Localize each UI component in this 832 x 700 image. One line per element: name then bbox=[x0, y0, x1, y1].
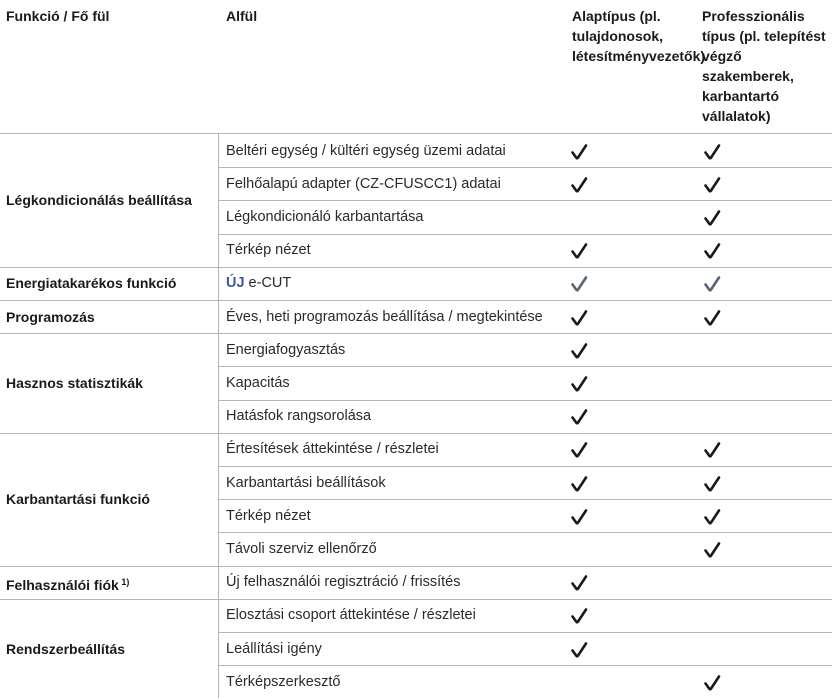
basic-check-icon bbox=[570, 242, 588, 260]
group-label bbox=[6, 307, 95, 327]
group-divider bbox=[0, 267, 832, 268]
basic-check-icon bbox=[570, 176, 588, 194]
row-divider bbox=[218, 366, 832, 367]
pro-check-icon bbox=[703, 242, 721, 260]
basic-check-icon bbox=[570, 508, 588, 526]
subtab-label bbox=[226, 406, 371, 426]
subtab-label bbox=[226, 174, 501, 194]
new-badge: ÚJ bbox=[226, 275, 245, 292]
subtab-label-text: Térkép nézet bbox=[226, 507, 311, 524]
row-divider bbox=[218, 400, 832, 401]
row-divider bbox=[218, 632, 832, 633]
basic-check-icon bbox=[570, 408, 588, 426]
subtab-label-text: Elosztási csoport áttekintése / részletei bbox=[226, 607, 476, 624]
subtab-label bbox=[226, 273, 291, 293]
pro-check-icon bbox=[703, 209, 721, 227]
subtab-label bbox=[226, 207, 424, 227]
row-divider bbox=[218, 167, 832, 168]
subtab-label bbox=[226, 572, 461, 592]
basic-check-icon bbox=[570, 641, 588, 659]
pro-check-icon bbox=[703, 541, 721, 559]
subtab-label-text: Távoli szerviz ellenőrző bbox=[226, 541, 377, 557]
group-divider bbox=[0, 433, 832, 434]
subtab-label bbox=[226, 605, 476, 625]
subtab-label-text: Hatásfok rangsorolása bbox=[226, 408, 372, 425]
column-divider bbox=[218, 267, 219, 300]
pro-check-icon bbox=[703, 475, 721, 493]
subtab-label bbox=[226, 439, 439, 459]
subtab-label-text: Értesítések áttekintése / részletei bbox=[226, 441, 439, 458]
basic-check-icon bbox=[570, 275, 588, 293]
subtab-label bbox=[226, 340, 345, 360]
subtab-label bbox=[226, 473, 386, 493]
header-pro-type: Professzionális típus (pl. telepítést végző szakemberek, karbantartó vállalatok) bbox=[702, 8, 826, 124]
basic-check-icon bbox=[570, 342, 588, 360]
subtab-label-text: Beltéri egység / kültéri egység üzemi adatai bbox=[226, 142, 506, 159]
group-divider bbox=[0, 300, 832, 301]
group-divider bbox=[0, 566, 832, 567]
subtab-label-text: Felhőalapú adapter (CZ-CFUSCC1) adatai bbox=[226, 175, 501, 192]
pro-check-icon bbox=[703, 309, 721, 327]
group-label bbox=[6, 639, 125, 659]
subtab-label bbox=[226, 639, 322, 659]
subtab-label-text: Új felhasználói regisztráció / frissítés bbox=[226, 574, 461, 591]
subtab-label bbox=[226, 506, 311, 526]
pro-check-icon bbox=[703, 275, 721, 293]
row-divider bbox=[218, 665, 832, 666]
basic-check-icon bbox=[570, 441, 588, 459]
subtab-label-text: Éves, heti programozás beállítása / megtekintése bbox=[226, 308, 543, 325]
subtab-label bbox=[226, 672, 340, 692]
subtab-label bbox=[226, 539, 377, 559]
basic-check-icon bbox=[570, 475, 588, 493]
row-divider bbox=[218, 532, 832, 533]
subtab-label-text: Kapacitás bbox=[226, 375, 290, 391]
subtab-label bbox=[226, 141, 506, 161]
column-divider bbox=[218, 333, 219, 433]
group-label-text: Felhasználói fiók bbox=[6, 577, 119, 594]
column-divider bbox=[218, 300, 219, 333]
subtab-label-text: Karbantartási beállítások bbox=[226, 474, 386, 491]
header-basic-type: Alaptípus (pl. tulajdonosok, létesítményvezetők) bbox=[572, 8, 706, 64]
group-label-text: Rendszerbeállítás bbox=[6, 640, 126, 657]
subtab-label bbox=[226, 373, 290, 393]
footnote-marker: 1) bbox=[118, 577, 130, 588]
pro-check-icon bbox=[703, 674, 721, 692]
pro-check-icon bbox=[703, 176, 721, 194]
pro-check-icon bbox=[703, 441, 721, 459]
subtab-label bbox=[226, 307, 543, 327]
subtab-label-text: Energiafogyasztás bbox=[226, 341, 346, 358]
group-label bbox=[6, 373, 143, 393]
group-label-text: Hasznos statisztikák bbox=[6, 375, 143, 391]
header-function: Funkció / Fő fül bbox=[6, 8, 110, 24]
basic-check-icon bbox=[570, 309, 588, 327]
row-divider bbox=[218, 234, 832, 235]
basic-check-icon bbox=[570, 143, 588, 161]
subtab-label-text: Leállítási igény bbox=[226, 640, 322, 657]
row-divider bbox=[218, 200, 832, 201]
group-label-text: Programozás bbox=[6, 308, 95, 325]
column-divider bbox=[218, 599, 219, 699]
group-label-text: Energiatakarékos funkció bbox=[6, 275, 177, 292]
group-label bbox=[6, 572, 129, 595]
subtab-label-text: Légkondicionáló karbantartása bbox=[226, 209, 424, 225]
group-divider bbox=[0, 599, 832, 600]
group-label bbox=[6, 489, 150, 509]
group-label-text: Légkondicionálás beállítása bbox=[6, 192, 192, 209]
basic-check-icon bbox=[570, 375, 588, 393]
basic-check-icon bbox=[570, 574, 588, 592]
group-label bbox=[6, 273, 176, 293]
pro-check-icon bbox=[703, 508, 721, 526]
subtab-label-text: Térkép nézet bbox=[226, 242, 311, 259]
group-label bbox=[6, 190, 192, 210]
header-subtab: Alfül bbox=[226, 8, 258, 24]
pro-check-icon bbox=[703, 143, 721, 161]
subtab-label-text: Térképszerkesztő bbox=[226, 673, 341, 690]
header-divider bbox=[0, 133, 832, 134]
row-divider bbox=[218, 466, 832, 467]
group-divider bbox=[0, 333, 832, 334]
subtab-label bbox=[226, 240, 311, 260]
group-label-text: Karbantartási funkció bbox=[6, 491, 150, 508]
basic-check-icon bbox=[570, 607, 588, 625]
row-divider bbox=[218, 499, 832, 500]
column-divider bbox=[218, 566, 219, 599]
subtab-label-text: e-CUT bbox=[248, 275, 292, 292]
